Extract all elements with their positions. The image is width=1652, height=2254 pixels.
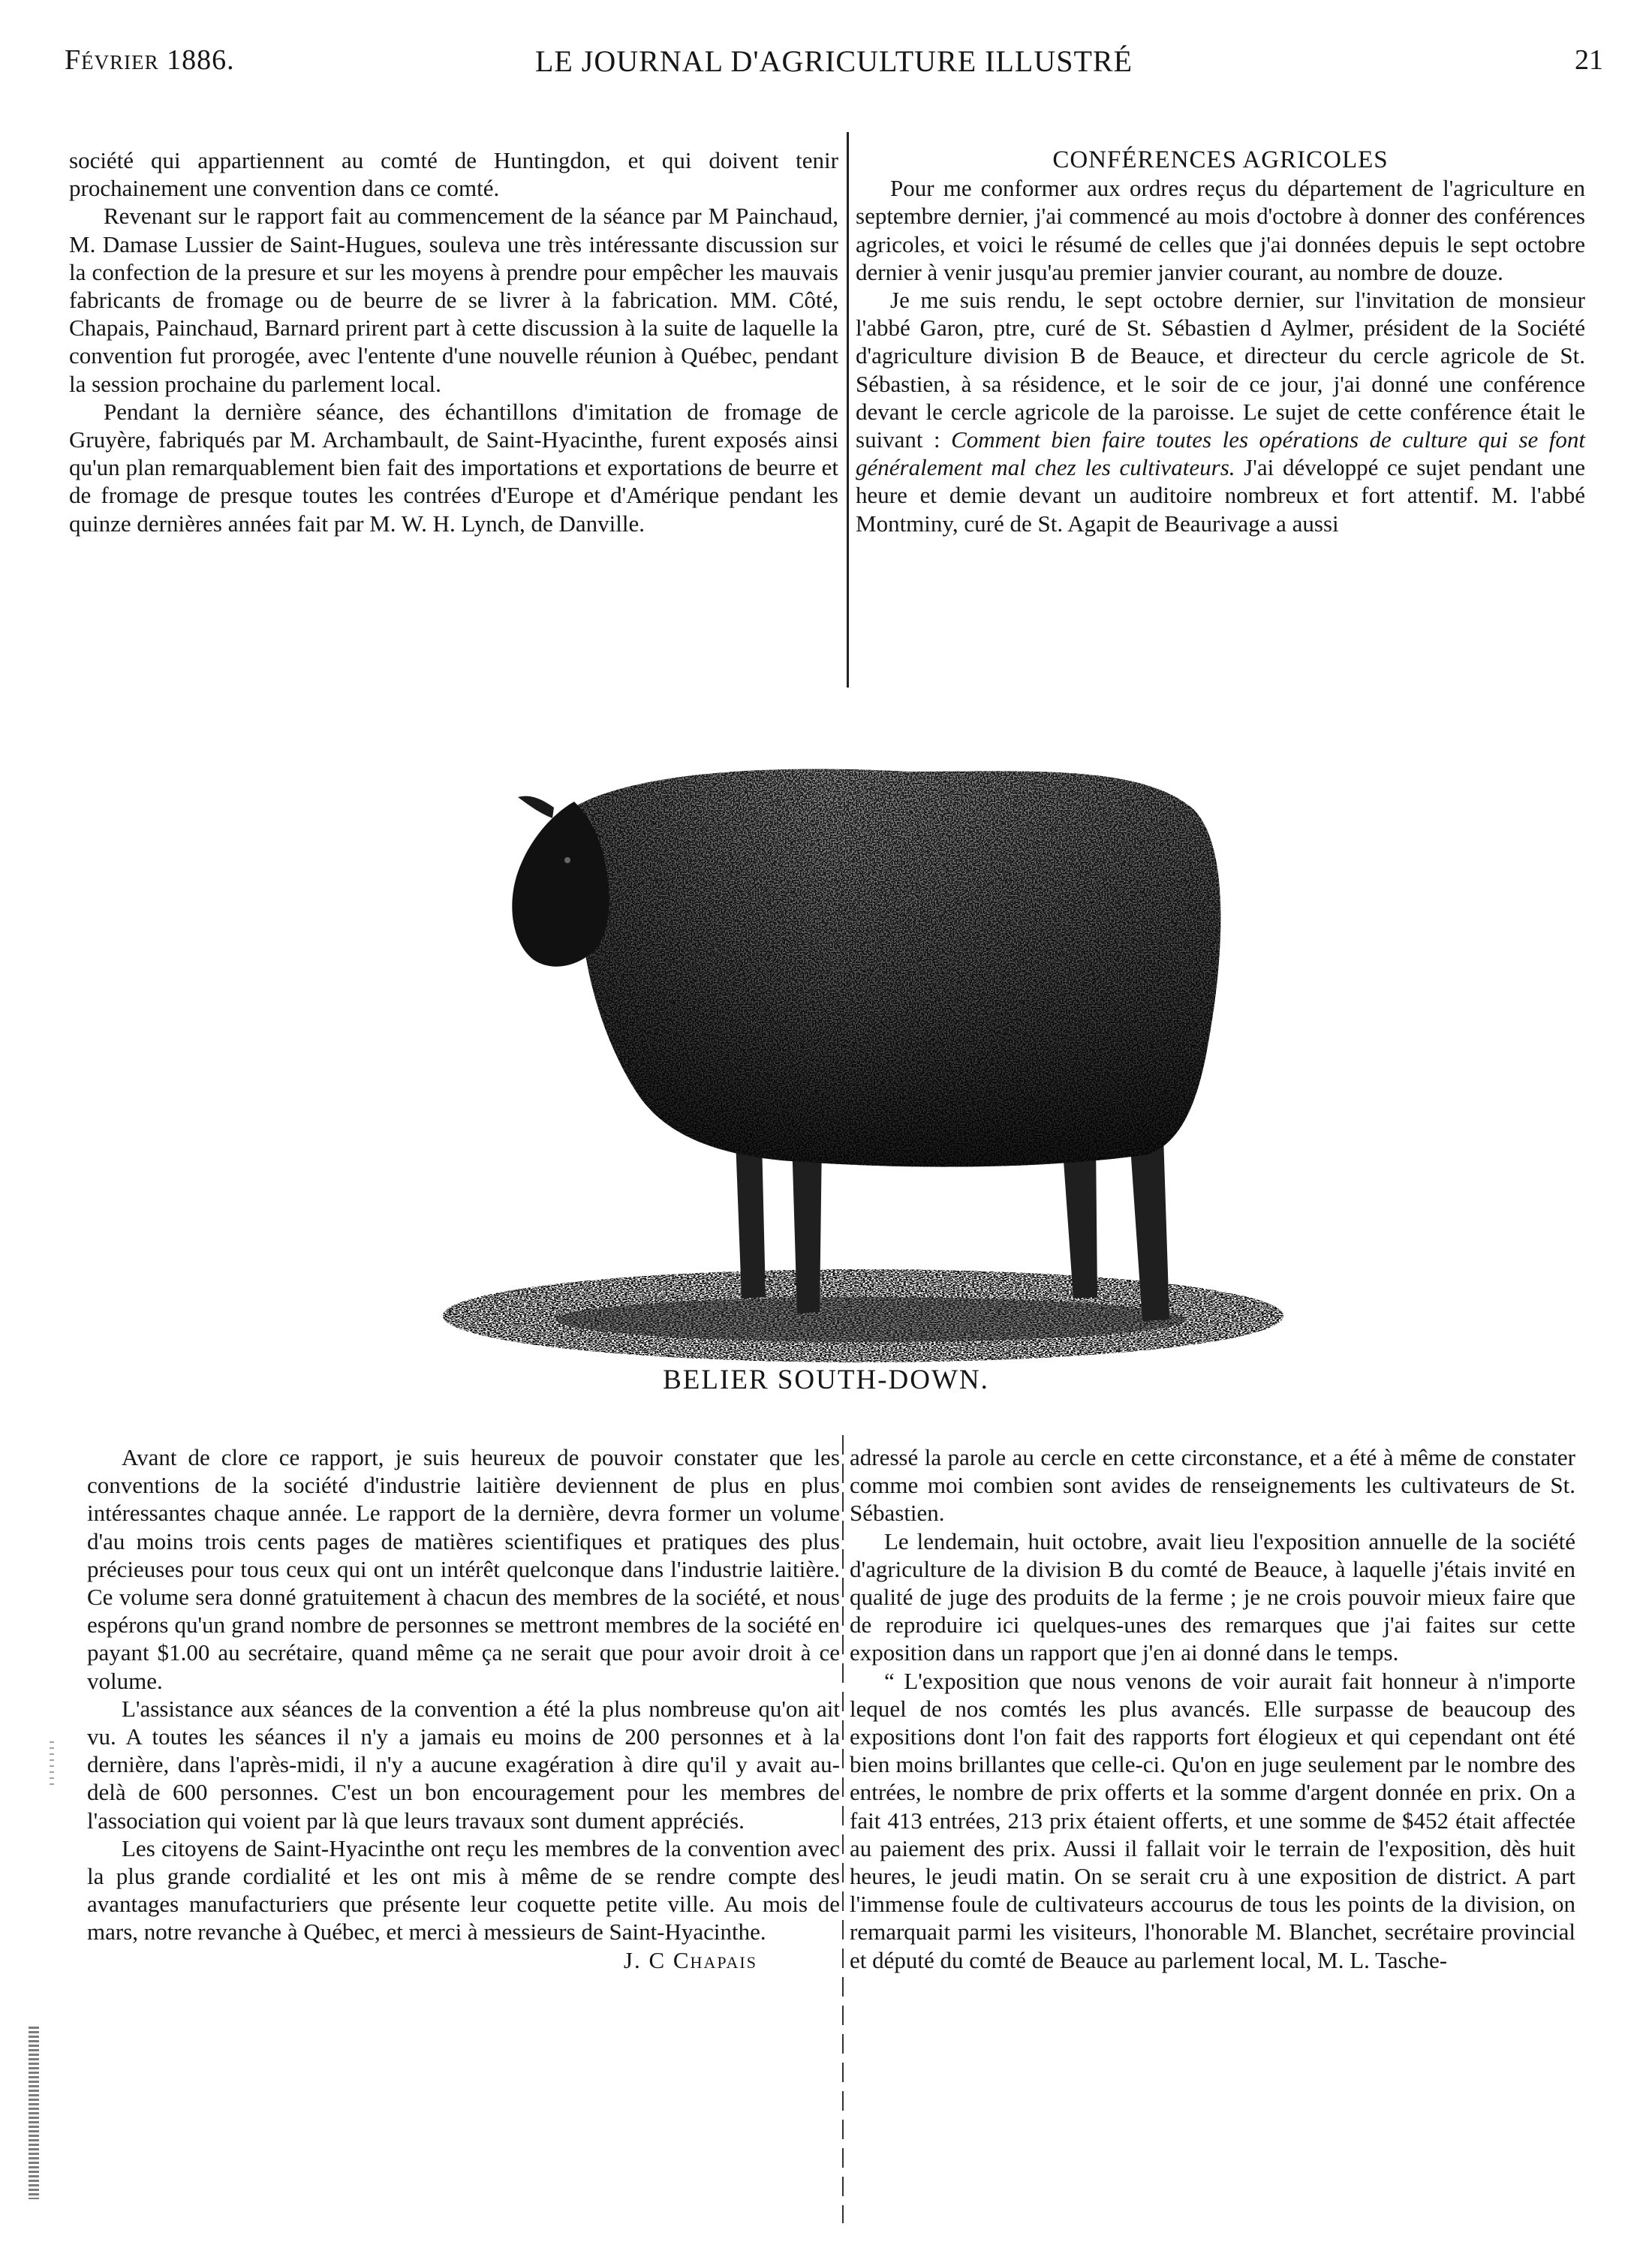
ram-ear xyxy=(518,796,554,818)
paragraph: société qui appartiennent au comté de Huntingdon, et qui doivent tenir prochainement une convention dans ce comté. xyxy=(69,147,838,202)
paragraph: adressé la parole au cercle en cette circonstance, et a été à même de constater comme moi combien sont avides de renseignements les cultivateurs de St. Sébastien. xyxy=(850,1444,1575,1527)
bottom-right-column xyxy=(850,1443,1575,1974)
column-rule-top xyxy=(847,132,849,688)
bottom-left-column xyxy=(87,1443,840,1974)
section-heading: CONFÉRENCES AGRICOLES xyxy=(1052,146,1389,173)
paragraph xyxy=(856,286,1585,537)
top-left-column xyxy=(69,146,838,537)
page-number: 21 xyxy=(1575,44,1603,76)
paragraph-text: Je me suis rendu, le sept octobre dernier, sur l'invitation de monsieur l'abbé Garon, ptre, curé de St. Sébastien d Aylmer, président de la Société d'agriculture division B de Beauce, et directeur du cercle agricole de St. Sébastien, à sa résidence, et le soir de ce jour, j'ai donné une conférence devant le cercle agricole de la paroisse. Le sujet de cette conférence était le suivant : xyxy=(856,287,1585,453)
paragraph: Pendant la dernière séance, des échantillons d'imitation de fromage de Gruyère, fabriqués par M. Archambault, de Saint-Hyacinthe, furent exposés ainsi qu'un plan remarquablement bien fait des importations et exportations de beurre et de fromage de presque toutes les contrées d'Europe et d'Amérique pendant les quinze dernières années fait par M. W. H. Lynch, de Danville. xyxy=(69,398,838,537)
paragraph: L'assistance aux séances de la convention a été la plus nombreuse qu'on ait vu. A toutes les séances il n'y a jamais eu moins de 200 personnes et à la dernière, dans l'après-midi, il n'y a aucune exagération à dire qu'il y avait au-delà de 600 personnes. C'est un bon encouragement pour les membres de l'association qui voient par là que leurs travaux sont dument appréciés. xyxy=(87,1695,840,1834)
header-date: Février 1886. xyxy=(65,44,235,76)
paragraph: Le lendemain, huit octobre, avait lieu l'exposition annuelle de la société d'agriculture de la division B du comté de Beauce, à laquelle j'étais invité en qualité de juge des produits de la ferme ; je ne crois pouvoir mieux faire que de reproduire ici quelques-unes des remarques que j'ai faites sur cette exposition dans un rapport que j'en ai donné dans le temps. xyxy=(850,1527,1575,1666)
paragraph: Les citoyens de Saint-Hyacinthe ont reçu les membres de la convention avec la plus grande cordialité et les ont mis à même de se rendre compte des avantages manufacturiers que présente leur coquette petite ville. Au mois de mars, notre revanche à Québec, et merci à messieurs de Saint-Hyacinthe. xyxy=(87,1834,840,1946)
illustration-caption: BELIER SOUTH-DOWN. xyxy=(663,1365,989,1395)
margin-mark xyxy=(50,1741,54,1786)
italic-topic: Comment bien faire toutes les opérations de culture qui se font généralement mal chez les cultivateurs. xyxy=(856,426,1585,481)
paragraph-text: J'ai développé ce sujet pendant une heure et demie devant un auditoire nombreux et fort attentif. M. l'abbé Montminy, curé de St. Agapit de Beaurivage a aussi xyxy=(856,454,1586,537)
paragraph: Avant de clore ce rapport, je suis heureux de pouvoir constater que les conventions de la société d'industrie laitière deviennent de plus en plus intéressantes chaque année. Le rapport de la dernière, devra former un volume d'au moins trois cents pages de matières scientifiques et pratiques des plus précieuses pour tous ceux qui ont un intérêt quelconque dans l'industrie laitière. Ce volume sera donné gratuitement à chacun des membres de la société, et nous espérons qu'un grand nombre de personnes se mettront membres de la société en payant $1.00 au secrétaire, quand même ça ne serait que pour avoir droit à ce volume. xyxy=(87,1444,840,1694)
margin-mark xyxy=(29,2027,39,2199)
paragraph: Revenant sur le rapport fait au commencement de la séance par M Painchaud, M. Damase Lussier de Saint-Hugues, souleva une très intéressante discussion sur la confection de la presure et sur les moyens à prendre pour empêcher les mauvais fabricants de fromage ou de beurre de se livrer à la fabrication. MM. Côté, Chapais, Painchaud, Barnard prirent part à cette discussion à la suite de laquelle la convention fut prorogée, avec l'entente d'une nouvelle réunion à Québec, pendant la session prochaine du parlement local. xyxy=(69,203,838,397)
paragraph: Pour me conformer aux ordres reçus du département de l'agriculture en septembre dernier, j'ai commencé au mois d'octobre à donner des conférences agricoles, et voici le résumé de celles que j'ai données depuis le sept octobre dernier à venir jusqu'au premier janvier courant, au nombre de douze. xyxy=(856,175,1585,285)
page-header xyxy=(65,44,1603,89)
top-right-column xyxy=(856,146,1585,537)
ram-illustration xyxy=(383,719,1313,1380)
column-rule-bottom xyxy=(842,1435,844,2223)
journal-title: LE JOURNAL D'AGRICULTURE ILLUSTRÉ xyxy=(534,44,1133,78)
paragraph: “ L'exposition que nous venons de voir aurait fait honneur à n'importe lequel de nos comtés les plus avancés. Elle surpasse de beaucoup des expositions dont l'on fait des rapports fort élogieux et qui cependant ont été bien moins brillantes que celle-ci. Qu'on en juge seulement par le nombre des entrées, le nombre de prix offerts et la somme d'argent donnée en prix. On a fait 413 entrées, 213 prix étaient offerts, et une somme de $452 était affectée au paiement des prix. Aussi il fallait voir le terrain de l'exposition, dès huit heures, le jeudi matin. On se serait cru à une exposition de district. A part l'immense foule de cultivateurs accourus de tous les points de la division, on remarquait parmi les visiteurs, l'honorable M. Blanchet, secrétaire provincial et député du comté de Beauce au parlement local, M. L. Tasche- xyxy=(850,1667,1575,1973)
author-signature: J. C Chapais xyxy=(623,1946,757,1973)
